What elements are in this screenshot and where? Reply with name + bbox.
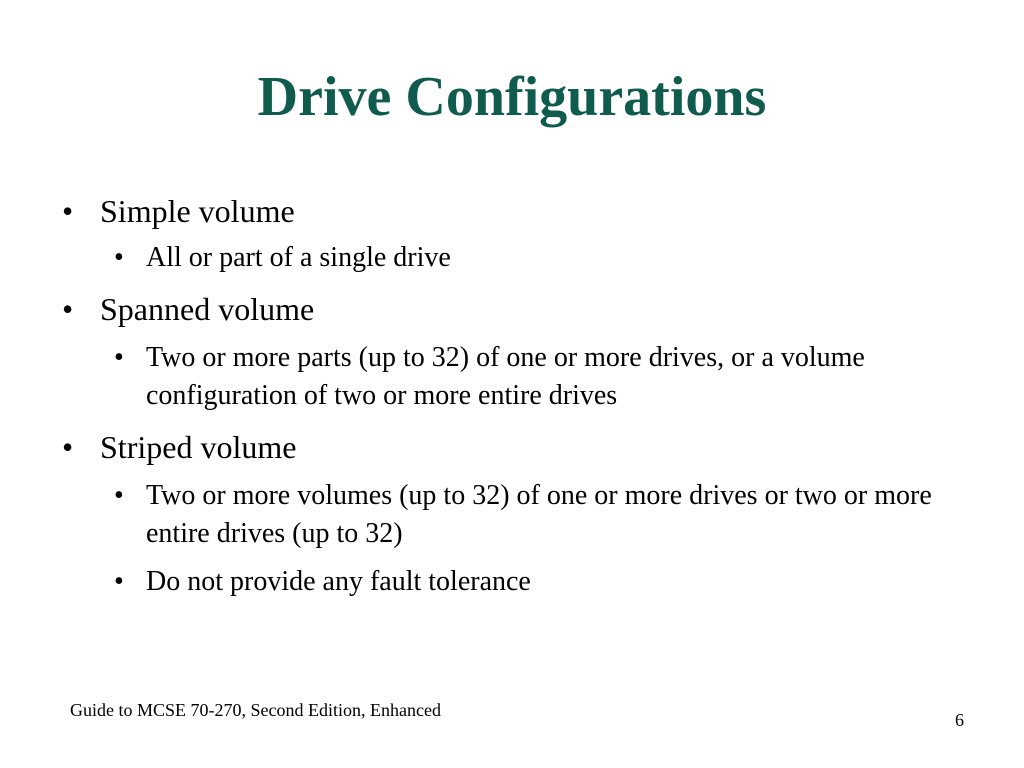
slide-body [0,187,1024,601]
bullet-striped-volume [0,423,1024,471]
sub-bullet-text: Two or more parts (up to 32) of one or more drives, or a volume configuration of two or more entire drives [146,342,865,411]
bullet-text: Striped volume [100,429,297,465]
sub-bullet-striped-1 [0,477,1024,553]
sub-bullet-simple-1 [0,239,1024,277]
sub-bullet-striped-2 [0,563,1024,601]
bullet-text: Spanned volume [100,291,315,327]
footer-course-title: Guide to MCSE 70-270, Second Edition, Enhanced [70,700,441,720]
bullet-icon: • [62,193,74,229]
bullet-simple-volume [0,187,1024,235]
sub-bullet-icon: • [114,566,124,597]
sub-bullet-icon: • [114,342,124,373]
bullet-text: Simple volume [100,193,295,229]
sub-bullet-icon: • [114,242,124,273]
sub-bullet-text: Do not provide any fault tolerance [146,566,531,597]
sub-bullet-icon: • [114,480,124,511]
bullet-spanned-volume [0,285,1024,333]
slide-title: Drive Configurations [257,66,767,128]
bullet-icon: • [62,291,74,327]
page-number: 6 [955,710,964,730]
bullet-icon: • [62,429,74,465]
sub-bullet-text: Two or more volumes (up to 32) of one or more drives or two or more entire drives (up to 32) [146,480,932,549]
sub-bullet-text: All or part of a single drive [146,242,451,273]
sub-bullet-spanned-1 [0,339,1024,415]
